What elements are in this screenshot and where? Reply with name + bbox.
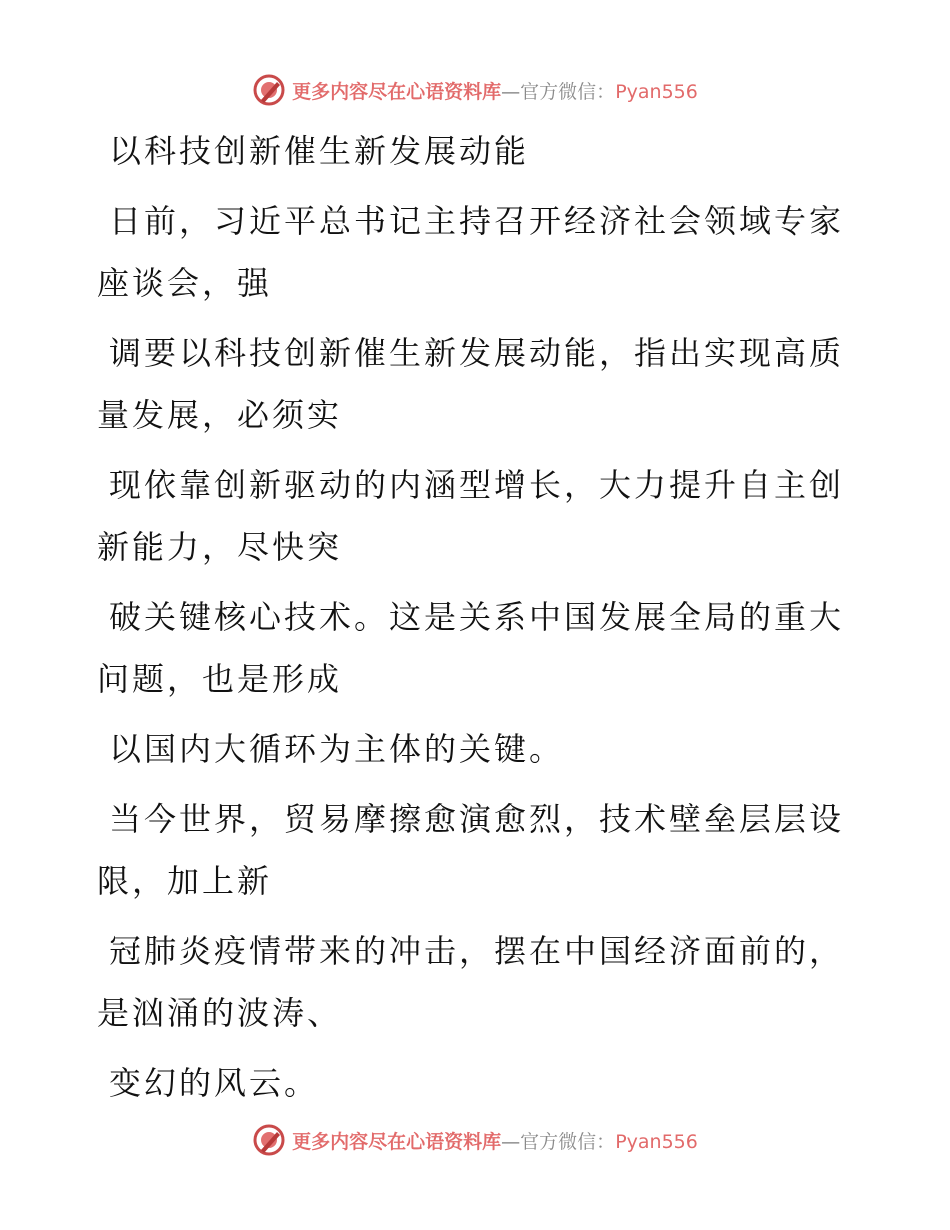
watermark-brand: 更多内容尽在心语资料库 xyxy=(292,1130,502,1153)
text-line: 是汹涌的波涛、 xyxy=(97,994,343,1032)
watermark-text xyxy=(292,77,698,104)
text-line: 日前，习近平总书记主持召开经济社会领域专家 xyxy=(109,202,845,240)
watermark-official-label: 官方微信： xyxy=(520,80,616,103)
text-line: 座谈会，强 xyxy=(97,264,273,302)
pen-seal-icon xyxy=(252,73,286,107)
watermark-wechat-id: Pyan556 xyxy=(615,1130,698,1153)
watermark-official-label: 官方微信： xyxy=(520,1130,616,1153)
text-line: 问题，也是形成 xyxy=(97,660,343,698)
text-line: 调要以科技创新催生新发展动能，指出实现高质 xyxy=(109,334,845,372)
text-line: 当今世界，贸易摩擦愈演愈烈，技术壁垒层层设 xyxy=(109,800,845,838)
document-body xyxy=(97,120,845,1114)
watermark-separator: — xyxy=(501,80,521,103)
footer-watermark xyxy=(0,1120,950,1160)
header-watermark xyxy=(0,70,950,110)
watermark-group xyxy=(252,73,698,107)
text-line: 量发展，必须实 xyxy=(97,396,343,434)
pen-seal-icon xyxy=(252,1123,286,1157)
watermark-group xyxy=(252,1123,698,1157)
text-line: 冠肺炎疫情带来的冲击，摆在中国经济面前的， xyxy=(109,932,845,970)
text-line: 破关键核心技术。这是关系中国发展全局的重大 xyxy=(109,598,845,636)
watermark-brand: 更多内容尽在心语资料库 xyxy=(292,80,502,103)
text-line: 以国内大循环为主体的关键。 xyxy=(109,730,565,768)
text-line: 新能力，尽快突 xyxy=(97,528,343,566)
text-line: 限，加上新 xyxy=(97,862,273,900)
text-line: 现依靠创新驱动的内涵型增长，大力提升自主创 xyxy=(109,466,845,504)
watermark-text xyxy=(292,1127,698,1154)
text-line: 变幻的风云。 xyxy=(109,1064,320,1102)
watermark-wechat-id: Pyan556 xyxy=(615,80,698,103)
document-title: 以科技创新催生新发展动能 xyxy=(109,132,530,170)
watermark-separator: — xyxy=(501,1130,521,1153)
